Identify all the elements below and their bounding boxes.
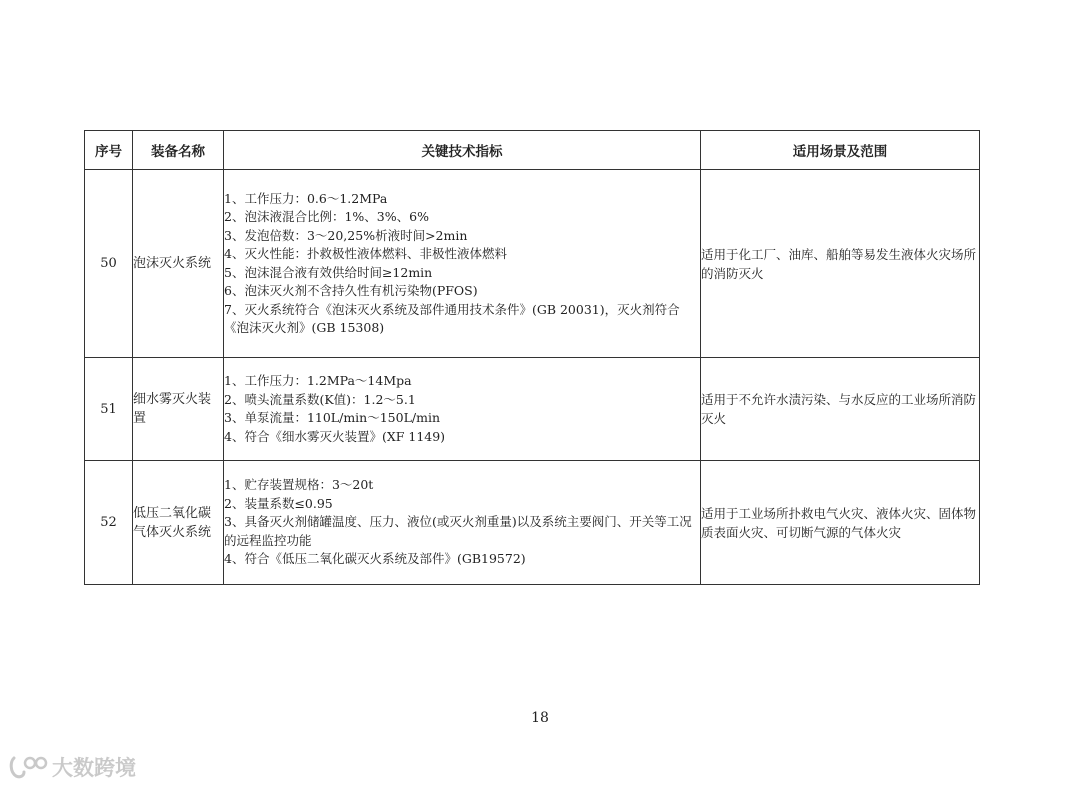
tech-item: 1、工作压力：1.2MPa～14Mpa [224, 373, 412, 388]
brand-logo-icon [8, 754, 48, 780]
table-row [85, 170, 980, 358]
watermark-text: 大数跨境 [52, 756, 136, 780]
tech-item: 3、发泡倍数：3～20,25%析液时间>2min [224, 227, 468, 243]
tech-item: 1、工作压力：0.6～1.2MPa [224, 190, 388, 206]
header-tech: 关键技术指标 [224, 131, 701, 170]
scope-text: 适用于化工厂、油库、船舶等易发生液体火灾场所的消防灭火 [701, 170, 980, 358]
header-scope: 适用场景及范围 [701, 131, 980, 170]
header-name: 装备名称 [133, 131, 224, 170]
row-number: 50 [85, 170, 133, 358]
scope-text: 适用于工业场所扑救电气火灾、液体火灾、固体物质表面火灾、可切断气源的气体火灾 [701, 461, 980, 585]
table-row [85, 461, 980, 585]
tech-specs [224, 170, 701, 358]
table-header-row [85, 131, 980, 170]
equipment-name: 低压二氧化碳气体灭火系统 [133, 461, 224, 585]
tech-item: 2、装量系数≤0.95 [224, 495, 333, 511]
tech-item: 4、符合《细水雾灭火装置》(XF 1149) [224, 428, 446, 444]
table-row [85, 358, 980, 461]
tech-item: 7、灭火系统符合《泡沫灭火系统及部件通用技术条件》(GB 20031)，灭火剂符合《泡沫灭火剂》(GB 15308) [224, 301, 680, 335]
tech-item: 2、泡沫液混合比例：1%、3%、6% [224, 209, 429, 224]
tech-item: 3、单泵流量：110L/min～150L/min [224, 410, 440, 425]
equipment-name: 泡沫灭火系统 [133, 170, 224, 358]
row-number: 51 [85, 358, 133, 461]
equipment-name: 细水雾灭火装置 [133, 358, 224, 461]
tech-item: 6、泡沫灭火剂不含持久性有机污染物(PFOS) [224, 283, 478, 298]
tech-item: 4、符合《低压二氧化碳灭火系统及部件》(GB19572) [224, 551, 526, 567]
tech-item: 4、灭火性能：扑救极性液体燃料、非极性液体燃料 [224, 246, 507, 261]
scope-text: 适用于不允许水渍污染、与水反应的工业场所消防灭火 [701, 358, 980, 461]
tech-specs [224, 461, 701, 585]
tech-item: 3、具备灭火剂储罐温度、压力、液位(或灭火剂重量)以及系统主要阀门、开关等工况的远程监控功能 [224, 514, 692, 548]
page-number: 18 [531, 710, 549, 726]
tech-item: 1、贮存装置规格：3～20t [224, 477, 374, 493]
tech-specs [224, 358, 701, 461]
row-number: 52 [85, 461, 133, 585]
watermark [8, 752, 136, 782]
equipment-table [84, 130, 980, 585]
tech-item: 2、喷头流量系数(K值)：1.2～5.1 [224, 391, 416, 407]
header-no: 序号 [85, 131, 133, 170]
tech-item: 5、泡沫混合液有效供给时间≥12min [224, 264, 433, 280]
